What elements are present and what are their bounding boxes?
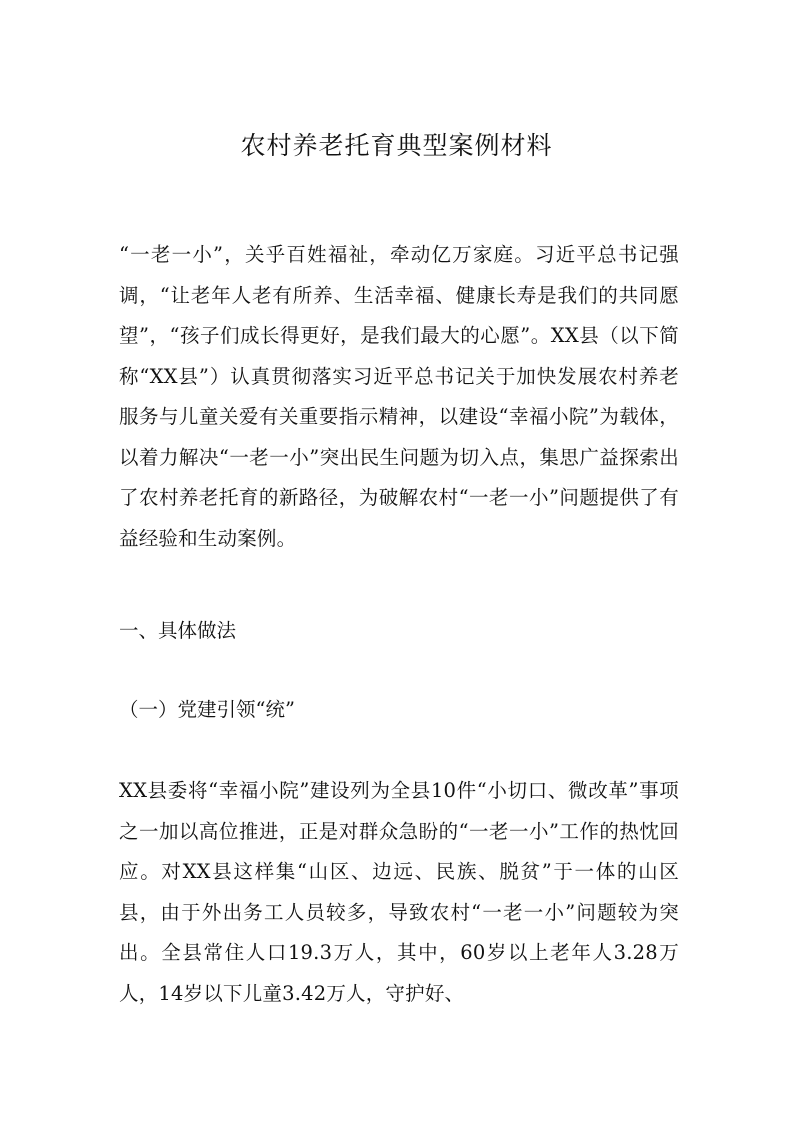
document-title: 农村养老托育典型案例材料 [240, 131, 553, 160]
subsection-heading: （一）党建引领“统” [119, 698, 295, 721]
section-heading: 一、具体做法 [119, 619, 237, 642]
body-paragraph: XX县委将“幸福小院”建设列为全县10件“小切口、微改革”事项之一加以高位推进，正是对群众急盼的“一老一小”工作的热忱回应。对XX县这样集“山区、边远、民族、脱贫”于一体的山区县，由于外出务工人员较多，导致农村“一老一小”问题较为突出。全县常住人口19.3万人，其中，60岁以上老年人3.28万人，14岁以下儿童3.42万人，守护好、 [119, 779, 679, 1005]
intro-paragraph: “一老一小”，关乎百姓福祉，牵动亿万家庭。习近平总书记强调，“让老年人老有所养、生活幸福、健康长寿是我们的共同愿望”，“孩子们成长得更好，是我们最大的心愿”。XX县（以下简称“XX县”）认真贯彻落实习近平总书记关于加快发展农村养老服务与儿童关爱有关重要指示精神，以建设“幸福小院”为载体，以着力解决“一老一小”突出民生问题为切入点，集思广益探索出了农村养老托育的新路径，为破解农村“一老一小”问题提供了有益经验和生动案例。 [119, 243, 680, 550]
